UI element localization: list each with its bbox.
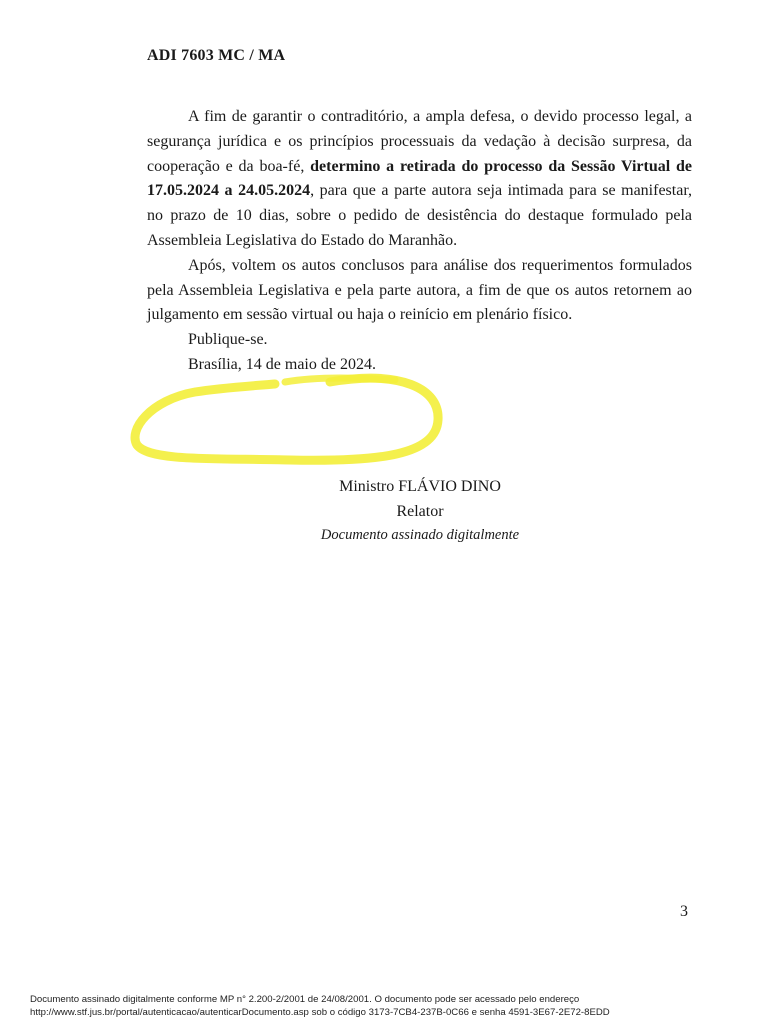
decision-body — [147, 105, 692, 378]
footer-line-2: http://www.stf.jus.br/portal/autenticacao/autenticarDocumento.asp sob o código 3173-7CB4-237B-0C66 e senha 4591-3E67-2E72-8EDD — [30, 1006, 610, 1018]
paragraph-1-text-b: , para que a parte autora seja intimada para se manifestar, no prazo de 10 dias, sobre o pedido de desistência do destaque formulado pela Assembleia Legislativa do Estado do Maranhão. — [147, 182, 692, 249]
publish-line: Publique-se. — [188, 331, 268, 349]
case-title: ADI 7603 MC / MA — [147, 47, 286, 64]
footer-line-1: Documento assinado digitalmente conforme MP n° 2.200-2/2001 de 24/08/2001. O documento pode ser acessado pelo endereço — [30, 994, 580, 1005]
page-number: 3 — [680, 903, 688, 920]
paragraph-1-text-a: A fim de garantir o contraditório, a ampla defesa, o devido processo legal, a segurança jurídica e os princípios processuais da vedação à decisão surpresa, da cooperação e da boa-fé, — [147, 108, 692, 175]
signer-name: Ministro FLÁVIO DINO — [339, 478, 501, 495]
paragraph-2: Após, voltem os autos conclusos para análise dos requerimentos formulados pela Assembleia Legislativa e pela parte autora, a fim de que os autos retornem ao julgamento em sessão virtual ou haja o reinício em plenário físico. — [147, 256, 692, 324]
authentication-footer — [30, 994, 750, 1019]
place-date-line: Brasília, 14 de maio de 2024. — [188, 355, 376, 373]
digital-signature-note: Documento assinado digitalmente — [320, 527, 520, 543]
paragraph-1 — [147, 105, 692, 254]
paragraph-1-bold-ruling: determino a retirada do processo da Sessão Virtual de 17.05.2024 a 24.05.2024 — [147, 157, 692, 200]
signer-role: Relator — [396, 503, 444, 520]
